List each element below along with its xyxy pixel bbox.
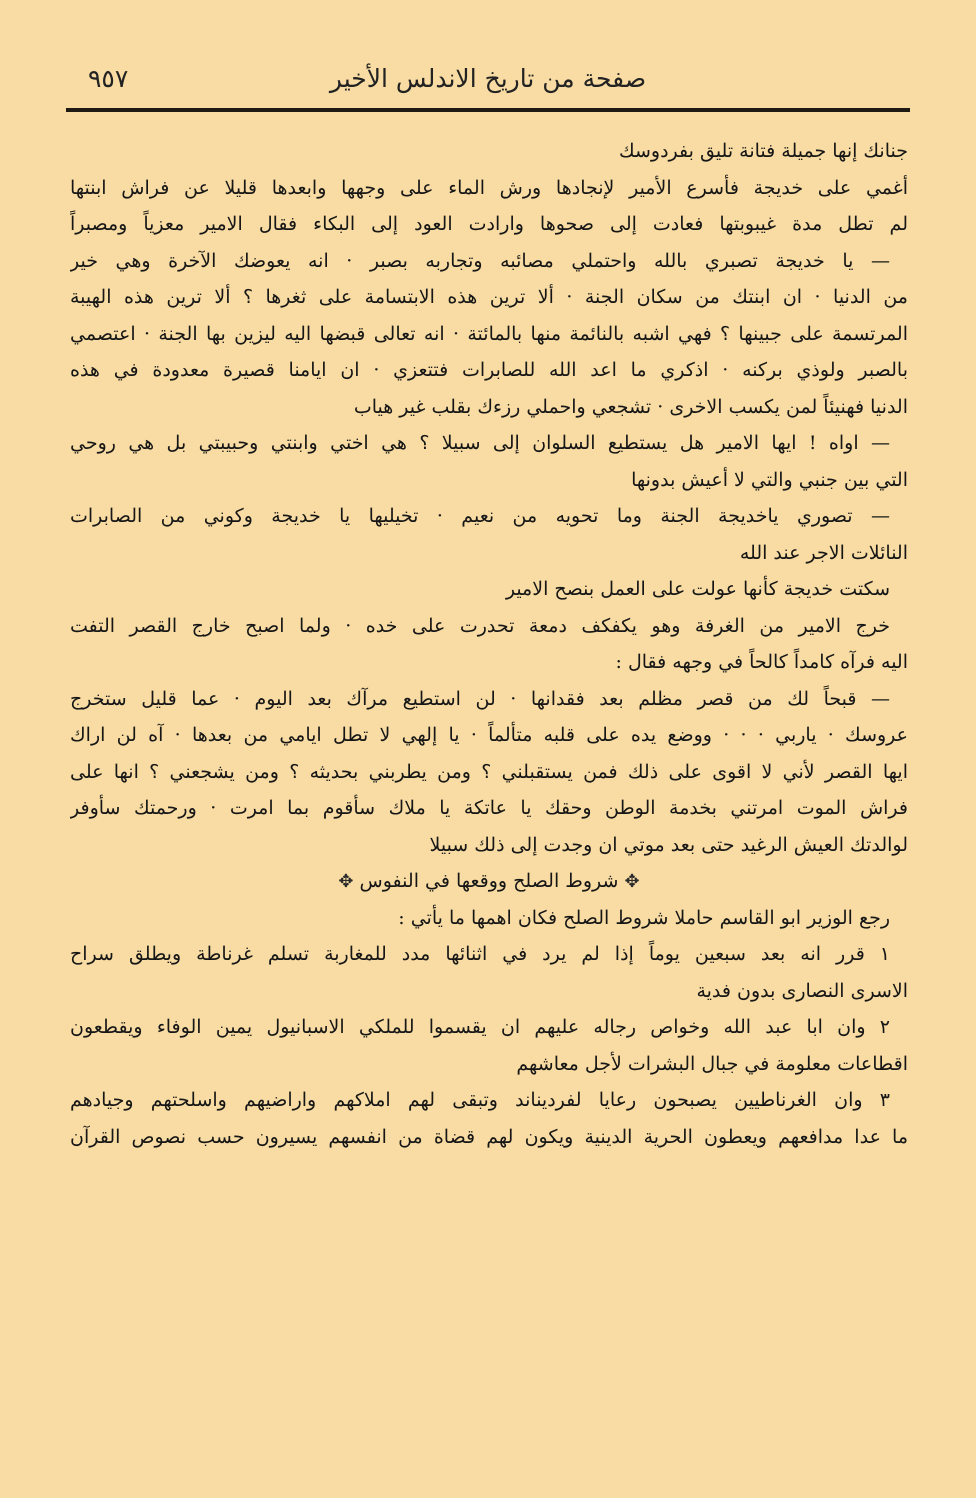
page-body bbox=[70, 133, 908, 1155]
text-line-10: التي بين جنبي والتي لا أعيش بدونها bbox=[631, 468, 908, 491]
text-line-27: ٣ وان الغرناطيين يصبحون رعايا لفرديناند وتبقى لهم املاكهم واراضيهم واسلحتهم وجيادهم bbox=[70, 1089, 890, 1111]
text-line-28: ما عدا مدافعهم ويعطون الحرية الدينية ويكون لهم قضاة من انفسهم يسيرون حسب نصوص القرآن bbox=[70, 1125, 908, 1148]
text-line-2: أغمي على خديجة فأسرع الأمير لإنجادها ورش الماء على وجهها وابعدها قليلا عن فراش ابنتها bbox=[70, 176, 908, 199]
text-line-11: — تصوري ياخديجة الجنة وما تحويه من نعيم · تخيليها يا خديجة وكوني من الصابرات bbox=[70, 505, 890, 527]
text-line-5: من الدنيا · ان ابنتك من سكان الجنة · ألا ترين هذه الابتسامة على ثغرها ؟ ألا ترين هذه الهيبة bbox=[70, 286, 908, 308]
page-number: ٩٥٧ bbox=[88, 64, 129, 93]
text-line-17: عروسك · ياربي · · · ووضع يده على قلبه متألماً · يا إلهي لا تطل ايامي من بعدها · آه لن اراك bbox=[70, 724, 908, 746]
text-line-13: سكتت خديجة كأنها عولت على العمل بنصح الامير bbox=[505, 578, 890, 600]
text-line-19: فراش الموت امرتني بخدمة الوطن وحقك يا عاتكة يا ملاك سأقوم بما امرت · ورحمتك سأوفر bbox=[70, 797, 908, 819]
text-line-22: رجع الوزير ابو القاسم حاملا شروط الصلح فكان اهمها ما يأتي : bbox=[398, 906, 890, 929]
text-line-25: ٢ وان ابا عبد الله وخواص رجاله عليهم ان يقسموا للملكي الاسبانيول يمين الوفاء ويقطعون bbox=[70, 1016, 890, 1038]
ornament-right-icon: ✥ bbox=[624, 871, 640, 892]
text-line-12: النائلات الاجر عند الله bbox=[739, 541, 908, 564]
section-heading-text: شروط الصلح ووقعها في النفوس bbox=[359, 870, 619, 892]
text-line-18: ايها القصر لأني لا اقوى على ذلك فمن يستقبلني ؟ ومن يطربني بحديثه ؟ ومن يشجعني ؟ انها على bbox=[70, 760, 908, 783]
text-line-24: الاسرى النصارى بدون فدية bbox=[696, 979, 908, 1002]
text-line-6: المرتسمة على جبينها ؟ فهي اشبه بالنائمة منها بالمائتة · انه تعالى قبضها اليه ليزين بها الجنة · اعتصمي bbox=[70, 322, 908, 345]
text-line-14: خرج الامير من الغرفة وهو يكفكف دمعة تحدرت على خده · ولما اصبح خارج القصر التفت bbox=[70, 614, 890, 637]
text-line-23: ١ قرر انه بعد سبعين يوماً إذا لم يرد في اثنائها مدد للمغاربة تسلم غرناطة ويطلق سراح bbox=[70, 943, 890, 965]
text-line-26: اقطاعات معلومة في جبال البشرات لأجل معاشهم bbox=[516, 1052, 908, 1075]
section-heading bbox=[70, 863, 908, 900]
text-line-1: جنانك إنها جميلة فتانة تليق بفردوسك bbox=[618, 140, 908, 162]
running-title: صفحة من تاريخ الاندلس الأخير bbox=[329, 64, 647, 93]
text-line-15: اليه فرآه كامداً كالحاً في وجهه فقال : bbox=[615, 651, 908, 673]
text-line-3: لم تطل مدة غيبوبتها فعادت إلى صحوها وارادت العود إلى البكاء فقال الامير معزياً ومصبراً bbox=[70, 213, 908, 235]
page-header bbox=[66, 58, 910, 98]
header-rule bbox=[66, 108, 910, 112]
text-line-8: الدنيا فهنيئاً لمن يكسب الاخرى · تشجعي واحملي رزءك بقلب غير هياب bbox=[353, 395, 908, 418]
text-line-16: — قبحاً لك من قصر مظلم بعد فقدانها · لن استطيع مرآك بعد اليوم · عما قليل ستخرج bbox=[70, 687, 890, 710]
ornament-left-icon: ✥ bbox=[338, 871, 354, 892]
text-line-20: لوالدتك العيش الرغيد حتى بعد موتي ان وجدت إلى ذلك سبيلا bbox=[429, 833, 908, 856]
text-line-9: — اواه ! ايها الامير هل يستطيع السلوان إلى سبيلا ؟ هي اختي وابنتي وحبيبتي بل هي روحي bbox=[70, 432, 890, 454]
text-line-7: بالصبر ولوذي بركنه · اذكري ما اعد الله للصابرات فتتعزي · ان ايامنا قصيرة معدودة في هذه bbox=[70, 359, 908, 381]
text-line-4: — يا خديجة تصبري بالله واحتملي مصائبه وتجاربه بصبر · انه يعوضك الآخرة وهي خير bbox=[70, 249, 890, 272]
